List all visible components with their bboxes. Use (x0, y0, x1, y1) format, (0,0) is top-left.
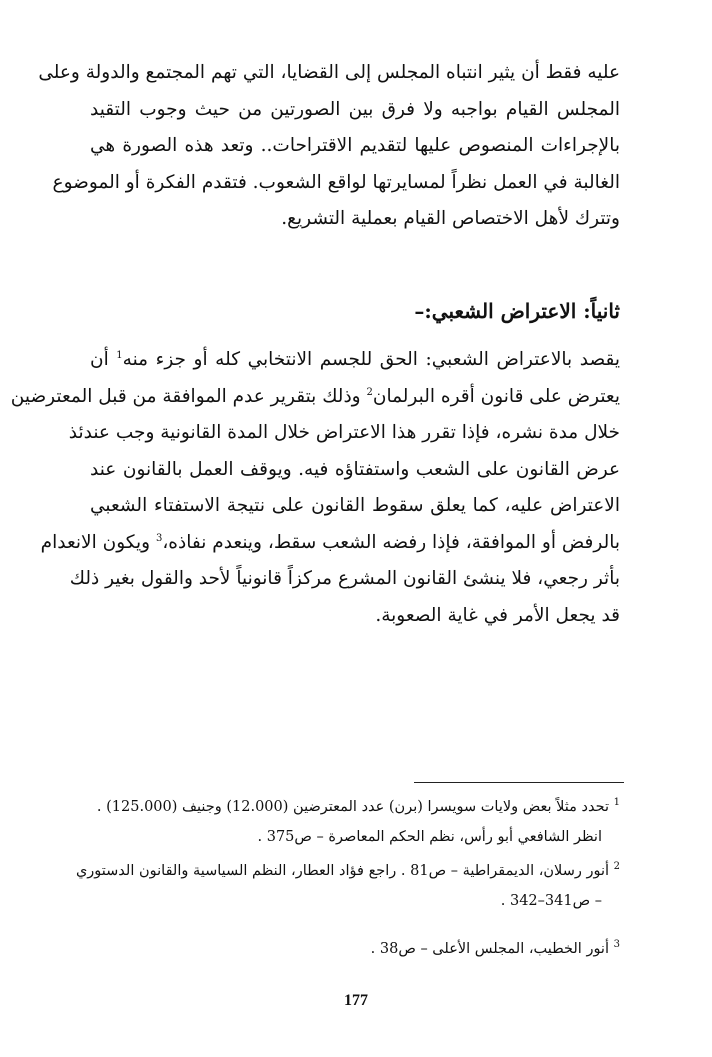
footnote-number: 2 (613, 861, 620, 873)
footnote-text: أنور الخطيب، المجلس الأعلى – ص38 . (370, 941, 610, 957)
footnote-divider (414, 782, 624, 783)
footnote-number: 3 (613, 939, 620, 951)
line-text: بالرفض أو الموافقة، فإذا رفضه الشعب سقط، وينعدم نفاذه، (162, 531, 620, 553)
footnote-text: أنور رسلان، الديمقراطية – ص81 . راجع فؤاد العطار، النظم السياسية والقانون الدستوري (75, 863, 610, 879)
footnote-line: انظر الشافعي أبو رأس، نظم الحكم المعاصرة – ص375 . (257, 829, 602, 845)
section-heading: ثانياً: الاعتراض الشعبي:– (414, 299, 620, 323)
paragraph-line (90, 342, 620, 379)
paragraph-line: الغالبة في العمل نظراً لمسايرتها لواقع الشعوب. فتقدم الفكرة أو الموضوع (52, 171, 620, 193)
paragraph-line: وتترك لأهل الاختصاص القيام بعملية التشريع. (281, 208, 620, 229)
line-text: أن (90, 349, 117, 370)
footnote-2 (75, 856, 620, 916)
line-text: وذلك بتقرير عدم الموافقة من قبل المعترضين (10, 385, 367, 407)
line-text: ويكون الانعدام (40, 531, 156, 553)
paragraph-line: المجلس القيام بواجبه ولا فرق بين الصورتين من حيث وجوب التقيد (90, 98, 620, 120)
paragraph-line: الاعتراض عليه، كما يعلق سقوط القانون على نتيجة الاستفتاء الشعبي (90, 495, 620, 516)
paragraph-initiative (38, 55, 620, 238)
line-text: يعترض على قانون أقره البرلمان (372, 385, 620, 407)
footnote-1 (90, 792, 620, 852)
footnote-line (90, 792, 620, 822)
paragraph-line: خلال مدة نشره، فإذا تقرر هذا الاعتراض خلال المدة القانونية وجب عندئذ (68, 422, 620, 443)
paragraph-line: قد يجعل الأمر في غاية الصعوبة. (375, 604, 620, 626)
footnote-line (90, 934, 620, 964)
footnote-ref-3[interactable]: 3 (155, 532, 163, 544)
paragraph-popular-objection (10, 342, 620, 634)
page-number: 177 (344, 992, 368, 1009)
footnote-text: تحدد مثلاً بعض ولايات سويسرا (برن) عدد المعترضين (12.000) وجنيف (125.000) . (96, 799, 610, 815)
paragraph-line: عليه فقط أن يثير انتباه المجلس إلى القضايا، التي تهم المجتمع والدولة وعلى (38, 62, 620, 83)
paragraph-line: بأثر رجعي، فلا ينشئ القانون المشرع مركزاً قانونياً لأحد والقول بغير ذلك (69, 568, 620, 589)
paragraph-line: بالإجراءات المنصوص عليها لتقديم الاقتراحات.. وتعد هذه الصورة هي (90, 135, 620, 156)
footnote-line (75, 856, 620, 886)
footnote-ref-1[interactable]: 1 (116, 349, 123, 361)
footnote-number: 1 (613, 797, 620, 809)
paragraph-line (40, 525, 620, 562)
line-text: يقصد بالاعتراض الشعبي: الحق للجسم الانتخابي كله أو جزء منه (122, 349, 620, 370)
footnote-3 (90, 934, 620, 964)
paragraph-line (10, 379, 620, 416)
footnote-line: – ص341–342 . (500, 893, 602, 909)
paragraph-line: عرض القانون على الشعب واستفتاؤه فيه. ويوقف العمل بالقانون عند (90, 458, 620, 480)
footnote-ref-2[interactable]: 2 (366, 386, 373, 398)
